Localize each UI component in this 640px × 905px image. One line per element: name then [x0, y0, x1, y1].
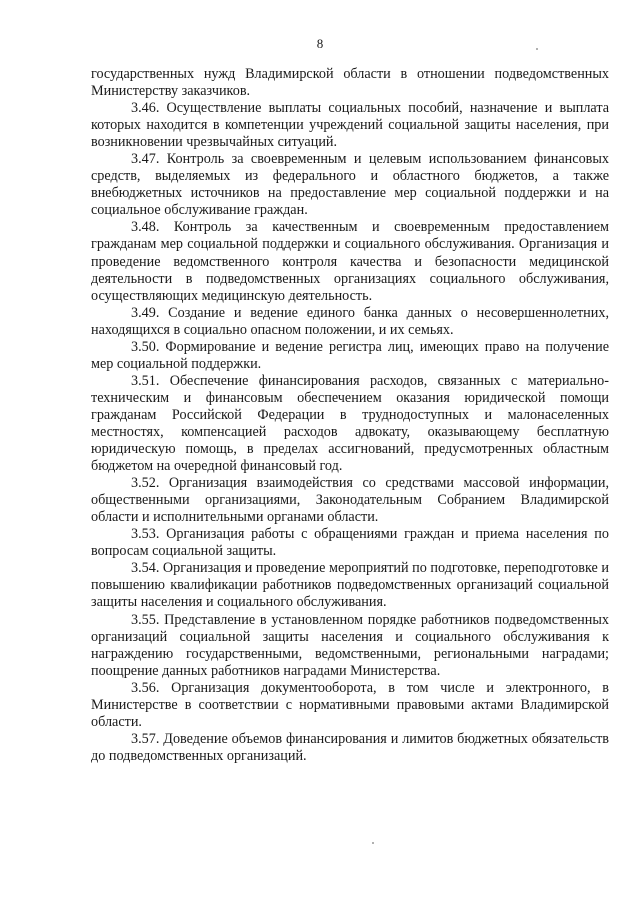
paragraph-3-50: 3.50. Формирование и ведение регистра лиц, имеющих право на получение мер социальной поддержки. [91, 338, 609, 372]
paragraph-3-46: 3.46. Осуществление выплаты социальных пособий, назначение и выплата которых находится в компетенции учреждений социальной защиты населения, при возникновении чрезвычайных ситуаций. [91, 100, 609, 151]
paragraph-3-54: 3.54. Организация и проведение мероприятий по подготовке, переподготовке и повышению квалификации работников подведомственных организаций социальной защиты населения и социального обслуживания. [91, 560, 609, 611]
paragraph-continuation: государственных нужд Владимирской области в отношении подведомственных Министерству заказчиков. [91, 66, 609, 100]
paragraph-3-55: 3.55. Представление в установленном порядке работников подведомственных организаций социальной защиты населения и социального обслуживания к награждению государственными, ведомственными, региональными наградами; поощрение данных работников наградами Министерства. [91, 611, 609, 679]
scan-speck [536, 48, 538, 50]
paragraph-3-51: 3.51. Обеспечение финансирования расходов, связанных с материально-техническим и финансовым обеспечением оказания юридической помощи гражданам Российской Федерации в труднодоступных и малонаселенных местностях, компенсацией расходов адвокату, оказывающему бесплатную юридическую помощь, в пределах ассигнований, предусмотренных областным бюджетом на очередной финансовый год. [91, 372, 609, 475]
paragraph-3-52: 3.52. Организация взаимодействия со средствами массовой информации, общественными организациями, Законодательным Собранием Владимирской области и исполнительными органами области. [91, 475, 609, 526]
page-number: 8 [316, 36, 324, 51]
paragraph-3-47: 3.47. Контроль за своевременным и целевым использованием финансовых средств, выделяемых из федерального и областного бюджетов, а также внебюджетных источников на предоставление мер социальной поддержки и на социальное обслуживание граждан. [91, 151, 609, 219]
paragraph-3-48: 3.48. Контроль за качественным и своевременным предоставлением гражданам мер социальной поддержки и социального обслуживания. Организация и проведение ведомственного контроля качества и безопасности медицинской деятельности в подведомственных организациях социального обслуживания, осуществляющих медицинскую деятельность. [91, 219, 609, 304]
paragraph-3-57: 3.57. Доведение объемов финансирования и лимитов бюджетных обязательств до подведомственных организаций. [91, 730, 609, 764]
document-body [91, 66, 609, 765]
paragraph-3-49: 3.49. Создание и ведение единого банка данных о несовершеннолетних, находящихся в социально опасном положении, и их семьях. [91, 304, 609, 338]
paragraph-3-53: 3.53. Организация работы с обращениями граждан и приема населения по вопросам социальной защиты. [91, 526, 609, 560]
scan-speck [372, 842, 374, 844]
paragraph-3-56: 3.56. Организация документооборота, в том числе и электронного, в Министерстве в соответствии с нормативными правовыми актами Владимирской области. [91, 679, 609, 730]
